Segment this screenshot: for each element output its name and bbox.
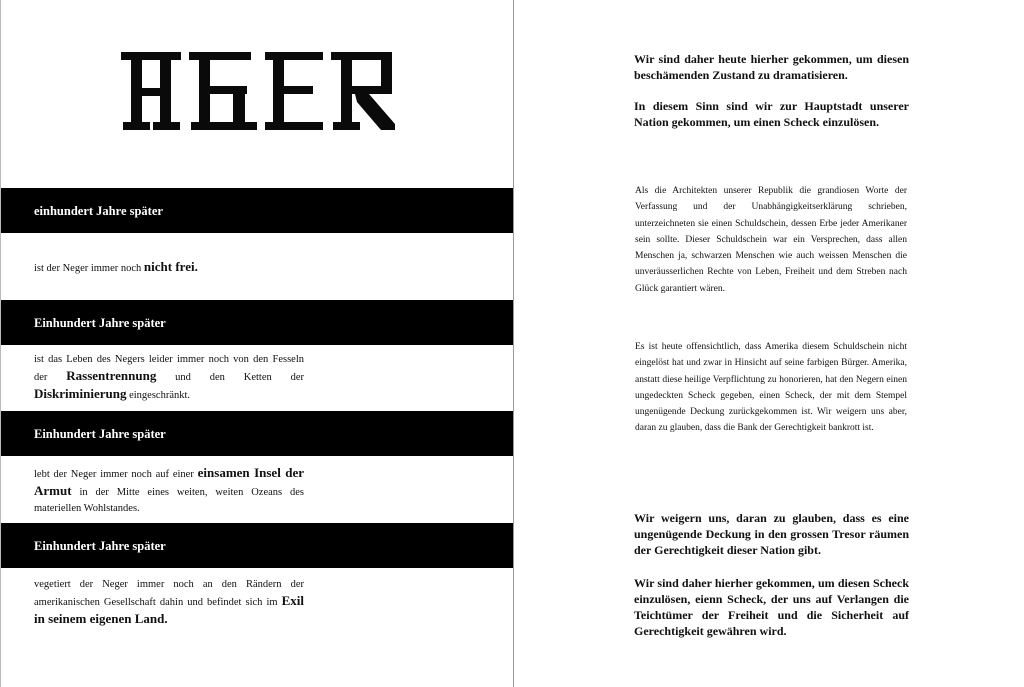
band-label: Einhundert Jahre später: [34, 427, 166, 441]
band-label: Einhundert Jahre später: [34, 539, 166, 553]
body-paragraph-2: Es ist heute offensichtlich, dass Amerika diesem Schuldschein nicht eingelöst hat und zwar in Hinsicht auf seine farbigen Bürger. Amerika, anstatt diese heilige Verpflichtung zu honorieren, hat den Negern einen ungedeckten Scheck gegeben, einen Scheck, der mit dem Stempel ungenügende Deckung zurückgekommen ist. Wir weigern uns aber, daran zu glauben, dass die Bank der Gerechtigkeit bankrott ist.: [635, 342, 907, 434]
section-band-4: [1, 523, 514, 568]
closing-paragraph-2: Wir sind daher hierher gekommen, um diesen Scheck einzulösen, eienn Scheck, der uns auf Verlangen die Teichtümer der Freiheit und die Sicherheit auf Gerechtigkeit gewähren wird.: [634, 576, 909, 638]
paragraph-2: ist das Leben des Negers leider immer noch von den Fesseln der Rassentrennung und den Ketten der Diskriminierung eingeschränkt.: [34, 354, 304, 401]
paragraph-1: ist der Neger immer noch nicht frei.: [34, 259, 198, 274]
section-band-2: [1, 300, 514, 345]
paragraph-3: lebt der Neger immer noch auf einer einsamen Insel der Armut in der Mitte eines weiten, weiten Ozeans des materiellen Wohlstandes.: [34, 465, 305, 514]
body-paragraph-1: Als die Architekten unserer Republik die grandiosen Worte der Verfassung und der Unabhängigkeitserklärung schrieben, unterzeichneten sie einen Schuldschein, dessen Erbe jeder Amerikaner sein sollte. Dieser Schuldschein war ein Versprechen, dass allen Menschen ja, schwarzen Menschen wie auch weissen Menschen die unveräusserlichen Rechte von Leben, Freiheit und dem Streben nach Glück garantiert wären.: [635, 186, 907, 294]
closing-paragraph-1: Wir weigern uns, daran zu glauben, dass es eine ungenügende Deckung in den grossen Tresor räumen der Gerechtigkeit dieser Nation gibt.: [634, 511, 909, 557]
right-page: [513, 0, 1024, 687]
band-label: einhundert Jahre später: [34, 204, 163, 218]
paragraph-4: vegetiert der Neger immer noch an den Rändern der amerikanischen Gesellschaft dahin und befindet sich im Exil in seinem eigenen Land.: [34, 579, 304, 626]
band-label: Einhundert Jahre später: [34, 316, 166, 330]
intro-heading-2: In diesem Sinn sind wir zur Hauptstadt unserer Nation gekommen, um einen Scheck einzulösen.: [634, 99, 909, 129]
intro-heading-1: Wir sind daher heute hierher gekommen, um diesen beschämenden Zustand zu dramatisieren.: [634, 52, 909, 82]
section-band-1: [1, 188, 514, 233]
section-band-3: [1, 411, 514, 456]
aber-logo: [119, 48, 395, 134]
